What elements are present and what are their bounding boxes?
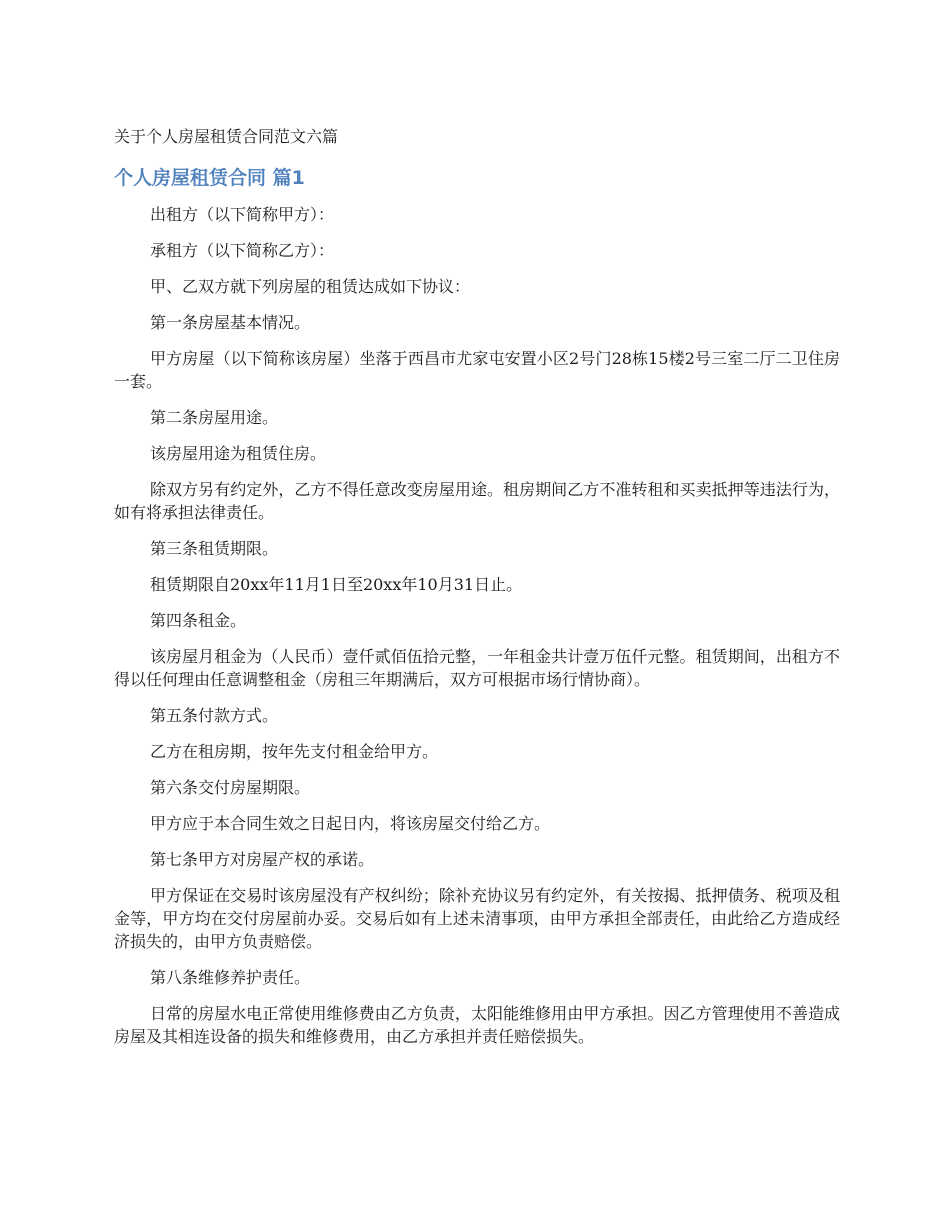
document-title: 关于个人房屋租赁合同范文六篇 — [114, 127, 339, 146]
paragraph-property-use: 该房屋用途为租赁住房。 — [150, 444, 327, 463]
clause-heading-6: 第六条交付房屋期限。 — [150, 778, 311, 797]
clause-heading-1: 第一条房屋基本情况。 — [150, 313, 311, 332]
clause-heading-3: 第三条租赁期限。 — [150, 539, 279, 558]
paragraph-delivery: 甲方应于本合同生效之日起日内，将该房屋交付给乙方。 — [150, 814, 551, 833]
clause-heading-2: 第二条房屋用途。 — [150, 408, 279, 427]
document-body — [114, 203, 840, 1061]
clause-heading-5: 第五条付款方式。 — [150, 706, 279, 725]
paragraph-lease-term: 租赁期限自20xx年11月1日至20xx年10月31日止。 — [150, 575, 523, 594]
clause-heading-4: 第四条租金。 — [150, 611, 247, 630]
section-heading: 个人房屋租赁合同 篇1 — [114, 167, 305, 189]
paragraph-lessor: 出租方（以下简称甲方）： — [150, 205, 335, 224]
clause-heading-8: 第八条维修养护责任。 — [150, 968, 311, 987]
paragraph-rent: 该房屋月租金为（人民币）壹仟贰佰伍拾元整，一年租金共计壹万伍仟元整。租赁期间，出租方不得以任何理由任意调整租金（房租三年期满后，双方可根据市场行情协商）。 — [114, 647, 840, 689]
paragraph-agreement: 甲、乙双方就下列房屋的租赁达成如下协议： — [150, 277, 471, 296]
paragraph-ownership: 甲方保证在交易时该房屋没有产权纠纷；除补充协议另有约定外，有关按揭、抵押债务、税项及租金等，甲方均在交付房屋前办妥。交易后如有上述未清事项，由甲方承担全部责任，由此给乙方造成经济损失的，由甲方负责赔偿。 — [114, 886, 840, 951]
paragraph-property-location: 甲方房屋（以下简称该房屋）坐落于西昌市尤家屯安置小区2号门28栋15楼2号三室二厅二卫住房一套。 — [114, 349, 840, 391]
paragraph-maintenance: 日常的房屋水电正常使用维修费由乙方负责，太阳能维修用由甲方承担。因乙方管理使用不善造成房屋及其相连设备的损失和维修费用，由乙方承担并责任赔偿损失。 — [114, 1004, 840, 1046]
clause-heading-7: 第七条甲方对房屋产权的承诺。 — [150, 850, 375, 869]
paragraph-use-restriction: 除双方另有约定外，乙方不得任意改变房屋用途。租房期间乙方不准转租和买卖抵押等违法行为，如有将承担法律责任。 — [114, 480, 840, 522]
paragraph-lessee: 承租方（以下简称乙方）： — [150, 241, 335, 260]
paragraph-payment: 乙方在租房期，按年先支付租金给甲方。 — [150, 742, 439, 761]
